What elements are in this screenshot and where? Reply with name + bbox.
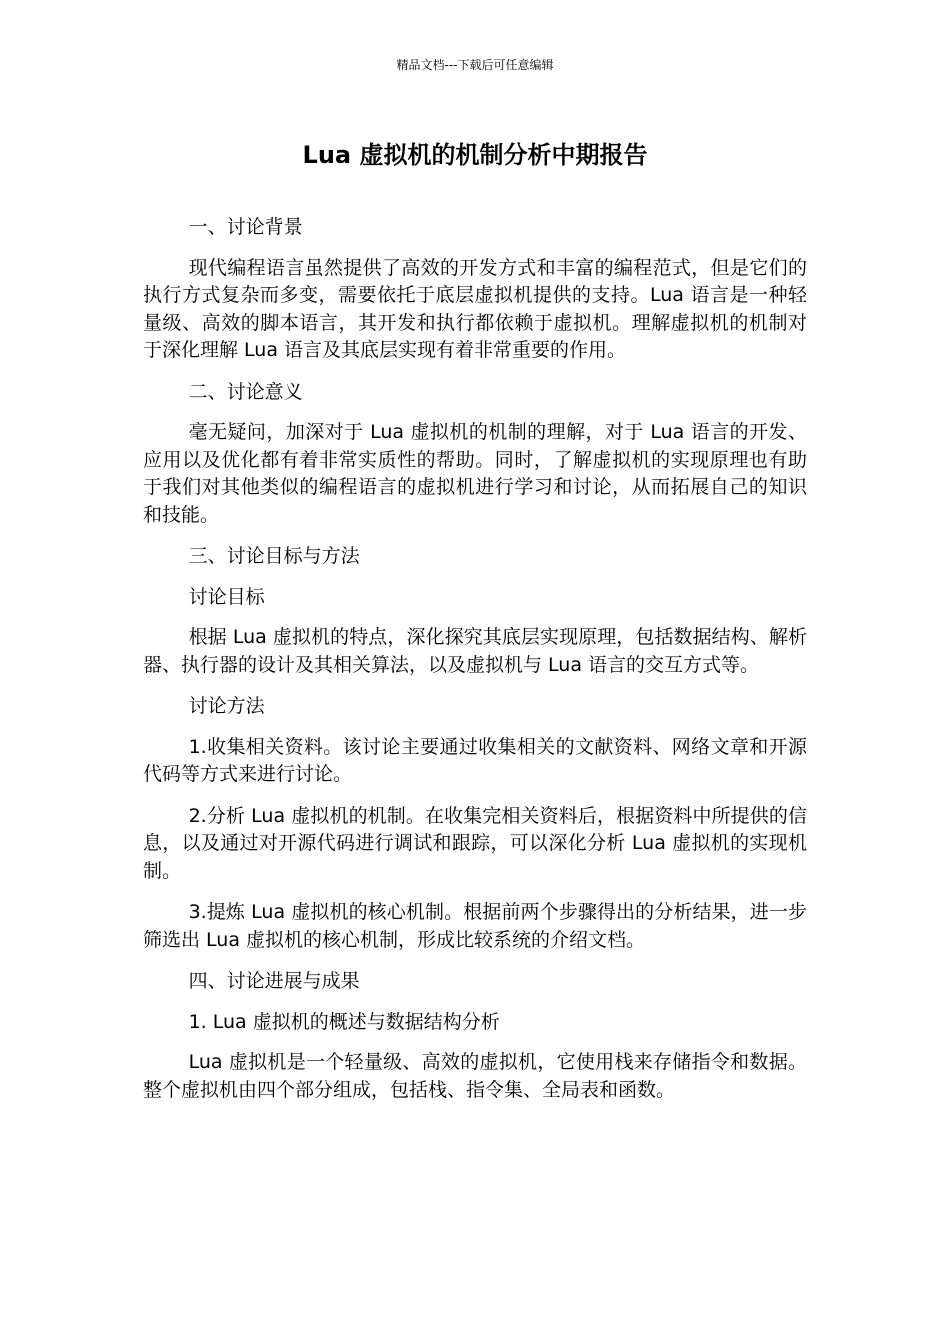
section-heading-background: 一、讨论背景 xyxy=(188,216,303,238)
subheading-goals: 讨论目标 xyxy=(188,585,265,608)
paragraph-method-3: 3.提炼 Lua 虚拟机的核心机制。根据前两个步骤得出的分析结果，进一步筛选出 Lua 虚拟机的核心机制，形成比较系统的介绍文档。 xyxy=(143,901,807,951)
paragraph-method-2: 2.分析 Lua 虚拟机的机制。在收集完相关资料后，根据资料中所提供的信息，以及通过对开源代码进行调试和跟踪，可以深化分析 Lua 虚拟机的实现机制。 xyxy=(143,804,807,882)
section-heading-significance: 二、讨论意义 xyxy=(188,380,303,403)
paragraph-significance: 毫无疑问，加深对于 Lua 虚拟机的机制的理解，对于 Lua 语言的开发、应用以及优化都有着非常实质性的帮助。同时，了解虚拟机的实现原理也有助于我们对其他类似的编程语言的虚拟机进行学习和讨论，从而拓展自己的知识和技能。 xyxy=(143,421,807,526)
subheading-methods: 讨论方法 xyxy=(188,695,265,717)
paragraph-method-1: 1.收集相关资料。该讨论主要通过收集相关的文献资料、网络文章和开源代码等方式来进行讨论。 xyxy=(143,735,807,785)
section-heading-goals-methods: 三、讨论目标与方法 xyxy=(188,545,360,567)
section-heading-progress: 四、讨论进展与成果 xyxy=(188,970,360,992)
paragraph-overview: Lua 虚拟机是一个轻量级、高效的虚拟机，它使用栈来存储指令和数据。整个虚拟机由四个部分组成，包括栈、指令集、全局表和函数。 xyxy=(143,1051,807,1101)
document-body xyxy=(143,214,807,1118)
page-header: 精品文档---下载后可任意编辑 xyxy=(396,58,554,72)
paragraph-goals: 根据 Lua 虚拟机的特点，深化探究其底层实现原理，包括数据结构、解析器、执行器的设计及其相关算法，以及虚拟机与 Lua 语言的交互方式等。 xyxy=(143,626,807,676)
document-title: Lua 虚拟机的机制分析中期报告 xyxy=(302,141,648,169)
paragraph-background: 现代编程语言虽然提供了高效的开发方式和丰富的编程范式，但是它们的执行方式复杂而多变，需要依托于底层虚拟机提供的支持。Lua 语言是一种轻量级、高效的脚本语言，其开发和执行都依赖于虚拟机。理解虚拟机的机制对于深化理解 Lua 语言及其底层实现有着非常重要的作用。 xyxy=(143,256,807,361)
subheading-overview: 1. Lua 虚拟机的概述与数据结构分析 xyxy=(188,1010,500,1033)
